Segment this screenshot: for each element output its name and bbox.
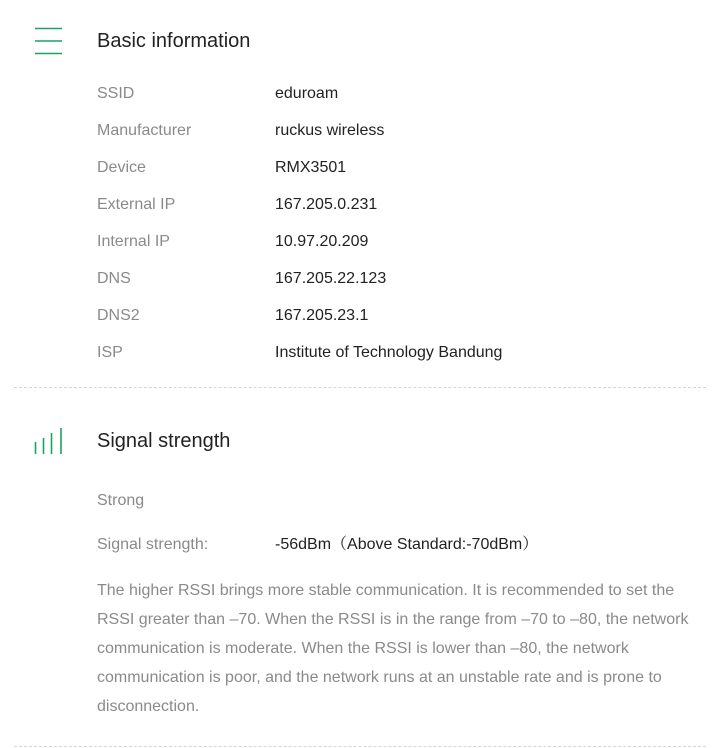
signal-strength-row [97, 534, 697, 556]
signal-strength-section [0, 388, 720, 748]
section-divider [14, 746, 706, 747]
signal-level-text: Strong [97, 492, 145, 509]
info-value: 167.205.0.231 [275, 196, 378, 213]
info-value: 10.97.20.209 [275, 233, 369, 250]
info-label: External IP [97, 196, 176, 213]
info-row-ssid [97, 83, 697, 105]
info-label: Manufacturer [97, 122, 192, 139]
info-label: Device [97, 159, 146, 176]
info-row-isp [97, 342, 697, 364]
info-value: ruckus wireless [275, 122, 385, 139]
signal-strength-label: Signal strength: [97, 536, 209, 553]
info-value: 167.205.23.1 [275, 307, 369, 324]
signal-bars-icon [34, 427, 64, 460]
info-row-internal-ip [97, 231, 697, 253]
info-value: 167.205.22.123 [275, 270, 387, 287]
info-row-external-ip [97, 194, 697, 216]
info-label: SSID [97, 85, 135, 102]
menu-lines-icon [34, 27, 62, 60]
info-label: Internal IP [97, 233, 170, 250]
info-row-manufacturer [97, 120, 697, 142]
signal-strength-value: -56dBm（Above Standard:-70dBm） [275, 536, 539, 553]
info-value: Institute of Technology Bandung [275, 344, 503, 361]
info-row-dns2 [97, 305, 697, 327]
rssi-description: The higher RSSI brings more stable communication. It is recommended to set the RSSI greater than –70. When the RSSI is in the range from –70 to –80, the network communication is moderate. When the RSSI is lower than –80, the network communication is poor, and the network runs at an unstable rate and is prone to disconnection. [97, 582, 689, 715]
basic-information-title: Basic information [97, 30, 251, 52]
info-value: RMX3501 [275, 159, 347, 176]
info-label: DNS2 [97, 307, 140, 324]
info-label: DNS [97, 270, 131, 287]
info-row-dns [97, 268, 697, 290]
info-label: ISP [97, 344, 123, 361]
info-value: eduroam [275, 85, 339, 102]
info-row-device [97, 157, 697, 179]
signal-strength-title: Signal strength [97, 430, 231, 452]
